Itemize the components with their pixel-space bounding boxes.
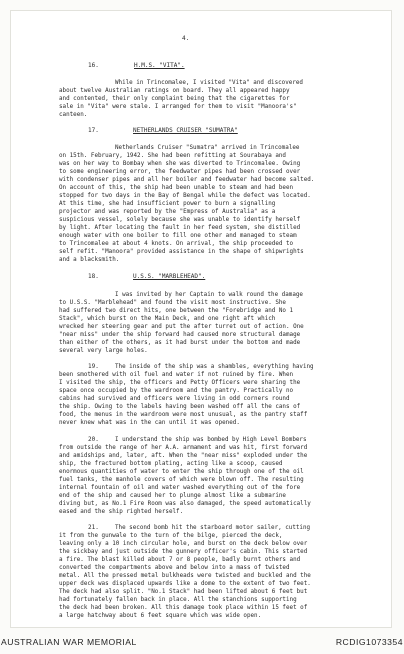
section-21-line: metal. All the pressed metal bulkheads were twisted and buckled and the <box>59 573 311 579</box>
section-17-line: Netherlands Cruiser "Sumatra" arrived in Trincomalee <box>115 145 300 151</box>
section-19-line: the ship. Owing to the labels having been washed off all the cans of <box>59 404 301 410</box>
section-17-line: to some engineering error, the feedwater pipes had been crossed over <box>59 169 301 175</box>
section-21-line: the sickbay and just outside the gunnery officer's cabin. This started <box>59 549 308 555</box>
section-18-line: than either of the others, as it had burst under the bottom and made <box>59 340 301 346</box>
section-20-line: I understand the ship was bombed by High Level Bombers <box>115 437 307 443</box>
section-19-line: food, the menus in the wardroom were most unusual, as the pantry staff <box>59 412 308 418</box>
section-20-line: end of the ship and caused her to plunge almost like a submarine <box>59 493 286 499</box>
section-20-line: internal fountain of oil and water washed everything out of the fore <box>59 485 301 491</box>
section-17-line: on 15th. February, 1942. She had been refitting at Sourabaya and <box>59 153 286 159</box>
section-21-line: The second bomb hit the starboard motor sailer, cutting <box>115 525 311 531</box>
section-19-line: never knew what was in the can until it was opened. <box>59 420 240 426</box>
section-21-line: leaving only a 10 inch circular hole, and burst on the deck below over <box>59 541 308 547</box>
section-17-line: by light. After locating the fault in her feed system, she distilled <box>59 225 301 231</box>
section-17-line: stopped for two days in the Bay of Bengal while the defect was located. <box>59 193 311 199</box>
section-17-heading: NETHERLANDS CRUISER "SUMATRA" <box>133 127 238 134</box>
section-21-number: 21. <box>88 524 99 531</box>
record-id: RCDIG1073354 <box>335 637 403 647</box>
section-18-line: to U.S.S. "Marblehead" and found the visit most instructive. She <box>59 300 286 306</box>
section-19-line: been smothered with oil fuel and water if not ruined by fire. When <box>59 372 294 378</box>
section-17-line: to Trincomalee at about 4 knots. On arrival, the ship proceeded to <box>59 241 294 247</box>
section-19-number: 19. <box>88 363 99 370</box>
section-16-line: sale in "Vita" were stale. I arranged for them to visit "Manoora's" <box>59 104 297 110</box>
section-21-line: converted the compartments above and below into a mass of twisted <box>59 565 290 571</box>
section-17-line: enough water with one boiler to fill one other and managed to steam <box>59 233 297 239</box>
section-18-line: Stack", which burst on the Main Deck, and one right aft which <box>59 316 276 322</box>
section-17-line: projector and was reported by the "Empress of Australia" as a <box>59 209 276 215</box>
archive-credit: AUSTRALIAN WAR MEMORIAL <box>1 637 137 647</box>
section-16-line: about twelve Australian ratings on board. They all appeared happy <box>59 88 290 94</box>
section-21-line: the deck had been broken. All this damage took place within 15 feet of <box>59 605 308 611</box>
section-21-line: upper deck was displaced upwards like a dome to the extent of two feet. <box>59 581 311 587</box>
section-17-line: self refit. "Manoora" provided assistance in the shape of shipwrights <box>59 249 304 255</box>
section-16-line: canteen. <box>59 112 88 118</box>
section-18-line: "near miss" under the ship forward had caused more structural damage <box>59 332 301 338</box>
section-20-line: diving but, as No.1 Fire Room was also damaged, the speed automatically <box>59 501 311 507</box>
section-17-line: was on her way to Bombay when she was diverted to Trincomalee. Owing <box>59 161 301 167</box>
section-19-line: cabins had survived and officers were living in odd corners round <box>59 396 290 402</box>
section-20-line: eased and the ship righted herself. <box>59 509 184 515</box>
section-20-line: enormous quantities of water to enter the ship through one of the oil <box>59 469 304 475</box>
section-21-line: a large hatchway about 6 feet square which was wide open. <box>59 613 262 619</box>
section-18-line: had suffered two direct hits, one between the "Forebridge and No 1 <box>59 308 294 314</box>
section-16-number: 16. <box>88 62 99 69</box>
section-21-line: had fortunately fallen back in place. All the stanchions supporting <box>59 597 297 603</box>
section-19-line: I visited the ship, the officers and Petty Officers were sharing the <box>59 380 301 386</box>
section-20-number: 20. <box>88 436 99 443</box>
section-21-line: it from the gunwale to the turn of the bilge, pierced the deck, <box>59 533 283 539</box>
section-17-line: At this time, she had insufficient power to burn a signalling <box>59 201 276 207</box>
section-21-line: a fire. The blast killed about 7 or 8 people, badly burnt others and <box>59 557 301 563</box>
section-21-line: The deck had also split. "No.1 Stack" had been lifted about 6 feet but <box>59 589 308 595</box>
section-20-line: ship, the fractured bottom plating, acting like a scoop, caused <box>59 461 283 467</box>
section-20-line: fuel tanks, the manhole covers of which were blown off. The resulting <box>59 477 304 483</box>
section-20-line: and amidships and, later, aft. When the "near miss" exploded under the <box>59 453 308 459</box>
section-18-number: 18. <box>88 273 99 280</box>
document-sheet <box>10 10 392 628</box>
section-19-line: space once occupied by the wardroom and the pantry. Practically no <box>59 388 294 394</box>
section-16-line: While in Trincomalee, I visited "Vita" and discovered <box>115 80 303 86</box>
section-17-number: 17. <box>88 127 99 134</box>
section-17-line: On account of this, the ship had been unable to steam and had been <box>59 185 294 191</box>
section-20-line: from outside the range of her A.A. armament and was hit, first forward <box>59 445 308 451</box>
section-17-line: and a blacksmith. <box>59 257 120 263</box>
section-17-line: suspicious vessel, solely because she was unable to identify herself <box>59 217 301 223</box>
section-18-heading: U.S.S. "MARBLEHEAD". <box>133 273 206 280</box>
section-18-line: several very large holes. <box>59 348 148 354</box>
section-18-line: I was invited by her Captain to walk round the damage <box>115 292 303 298</box>
section-19-line: The inside of the ship was a shambles, everything having <box>115 364 314 370</box>
section-18-line: wrecked her steering gear and put the after turret out of action. One <box>59 324 304 330</box>
page-number: 4. <box>182 35 190 42</box>
section-16-heading: H.M.S. "VITA". <box>134 62 185 69</box>
section-16-line: and contented, their only complaint being that the cigarettes for <box>59 96 290 102</box>
section-17-line: with condenser pipes and all her boiler and feedwater had become salted. <box>59 177 315 183</box>
